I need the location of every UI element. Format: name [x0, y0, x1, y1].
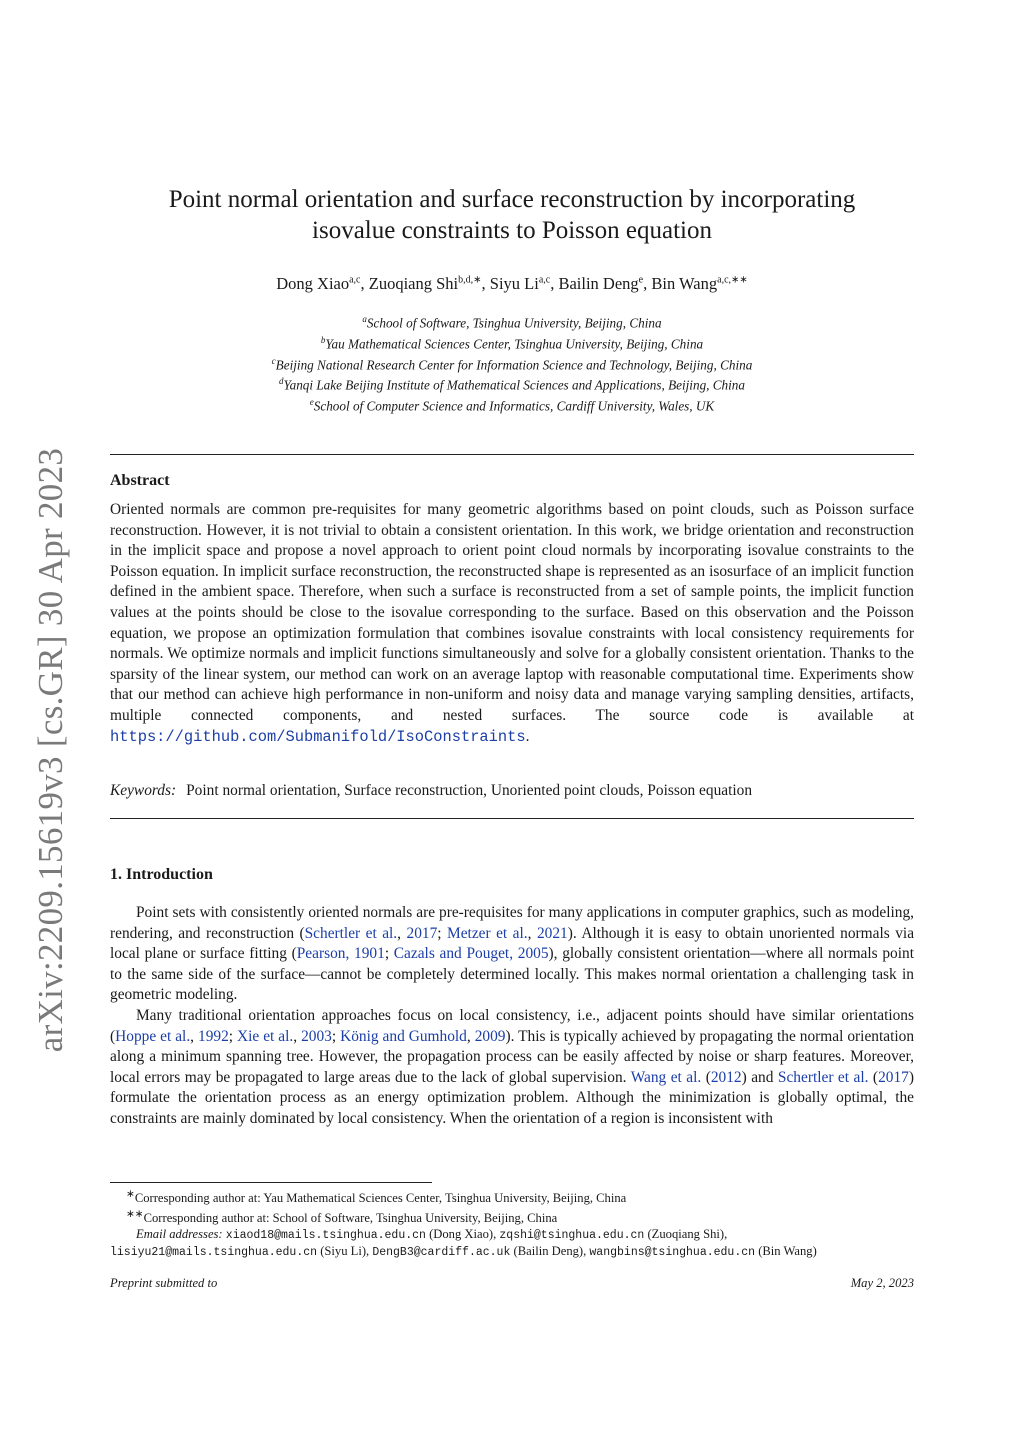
citation-link[interactable]: Schertler et al. — [777, 1068, 869, 1086]
keywords — [110, 782, 914, 800]
citation-link[interactable]: 2017 — [878, 1068, 909, 1086]
author-affil-marker: a,c — [538, 274, 551, 286]
paper-title — [110, 184, 914, 246]
body-text: , — [190, 1027, 198, 1045]
citation-link[interactable]: Hoppe et al. — [115, 1027, 191, 1045]
citation-link[interactable]: 1992 — [198, 1027, 229, 1045]
affiliation-list — [110, 311, 914, 415]
body-text: ) formulate the orientation process as an energy optimization problem. Although the minimization is globally optimal, the constraints are mainly dominated by local consistency. When the orientation of a region is inconsistent with — [110, 1068, 914, 1127]
footnotes — [110, 1187, 914, 1261]
intro-paragraph-1 — [110, 903, 914, 1006]
body-text: , — [397, 924, 407, 942]
citation-link[interactable]: 2012 — [710, 1068, 742, 1086]
citation-link[interactable]: Xie et al. — [237, 1027, 294, 1045]
abstract-top-rule — [110, 454, 914, 455]
body-text: ( — [868, 1068, 879, 1086]
citation-link[interactable]: Schertler et al. — [304, 924, 398, 942]
footer-date: May 2, 2023 — [850, 1276, 914, 1290]
keywords-text: Point normal orientation, Surface reconstruction, Unoriented point clouds, Poisson equation — [186, 782, 753, 799]
introduction-body — [110, 903, 914, 1130]
email-address[interactable]: wangbins@tsinghua.edu.cn — [589, 1245, 756, 1259]
footnote-corresponding-1: ∗Corresponding author at: Yau Mathematical Sciences Center, Tsinghua University, Beijing, China — [126, 1189, 627, 1206]
citation-link[interactable]: Metzer et al. — [447, 924, 528, 942]
author-affil-marker: e — [638, 274, 644, 286]
author — [276, 274, 360, 293]
author — [490, 274, 550, 293]
affiliation: $^d$Yanqi Lake Beijing Institute of Mathematical Sciences and Applications, Beijing, China — [278, 376, 745, 393]
body-text: ; — [228, 1027, 238, 1045]
citation-link[interactable]: König and Gumhold — [340, 1027, 467, 1045]
author-name: Bin Wang — [651, 274, 718, 293]
citation-link[interactable]: Pearson, 1901 — [296, 945, 385, 963]
author-affil-marker: b,d,∗ — [458, 274, 482, 286]
email-address[interactable]: DengB3@cardiff.ac.uk — [372, 1245, 511, 1259]
body-text: Many traditional orientation approaches focus on local consistency, i.e., adjacent points should have similar orientations ( — [110, 1006, 914, 1045]
email-label: Email addresses: — [136, 1226, 223, 1241]
abstract-body: Oriented normals are common pre-requisites for many geometric algorithms based on point clouds, such as Poisson surface reconstruction. However, it is not trivial to obtain a consistent orientation. In this work, we bridge orientation and reconstruction in the implicit space and propose a novel approach to orient point cloud normals by incorporating isovalue constraints to the Poisson equation. In implicit surface reconstruction, the reconstructed shape is represented as an isosurface of an implicit function defined in the ambient space. Therefore, when such a surface is reconstructed from a set of sample points, the implicit function values at the points should be close to the isovalue corresponding to the surface. Based on this observation and the Poisson equation, we propose an optimization formulation that combines isovalue constraints with local consistency requirements for normals. We optimize normals and implicit functions simultaneously and solve for a globally consistent orientation. Thanks to the sparsity of the linear system, our method can work on an average laptop with reasonable computational time. Experiments show that our method can achieve high performance in non-uniform and noisy data and manage varying sampling densities, artifacts, multiple connected components, and nested surfaces. The source code is available at https://github.com/Submanifold/IsoConstraints. — [110, 501, 914, 746]
body-text: , — [527, 924, 537, 942]
author-affil-marker: a,c — [349, 274, 361, 286]
body-text: ). Although it is easy to obtain unoriented normals via local plane or surface fitting ( — [110, 924, 915, 963]
footer-preprint: Preprint submitted to — [110, 1276, 218, 1290]
abstract-bottom-rule — [110, 818, 914, 819]
citation-link[interactable]: 2021 — [536, 924, 568, 942]
footnote-corresponding-2: ∗∗Corresponding author at: School of Software, Tsinghua University, Beijing, China — [126, 1208, 558, 1226]
citation-link[interactable]: 2017 — [406, 924, 438, 942]
author-list: Dong Xiao$^{a,c}$, Zuoqiang Shi$^{b,d,∗}$, Siyu Li$^{a,c}$, Bailin Deng$^e$, Bin Wang$^{a,c,∗∗}$ — [276, 274, 748, 293]
author-name: Bailin Deng — [558, 274, 639, 293]
author-affil-marker: a,c,∗∗ — [717, 274, 748, 286]
body-text: Point sets with consistently oriented normals are pre-requisites for many applications in computer graphics, such as modeling, rendering, and reconstruction ( — [110, 904, 914, 942]
author — [369, 274, 482, 293]
affiliation: $^b$Yau Mathematical Sciences Center, Tsinghua University, Beijing, China — [320, 334, 704, 352]
author — [651, 274, 747, 293]
citation-link[interactable]: 2003 — [301, 1027, 332, 1045]
title-line-1: Point normal orientation and surface reconstruction by incorporating — [168, 186, 856, 213]
citation-link[interactable]: 2009 — [474, 1027, 506, 1045]
author-name: Siyu Li — [489, 274, 539, 293]
footnote-rule — [110, 1182, 432, 1183]
keywords-label: Keywords: — [110, 782, 177, 799]
body-text: , — [293, 1027, 302, 1045]
abstract-text: Oriented normals are common pre-requisites for many geometric algorithms based on point clouds, such as Poisson surface reconstruction. However, it is not trivial to obtain a consistent orientation. In this work, we bridge orientation and reconstruction in the implicit space and propose a novel approach to orient point cloud normals by incorporating isovalue constraints to the Poisson equation. In implicit surface reconstruction, the reconstructed shape is represented as an isosurface of an implicit function defined in the ambient space. Therefore, when such a surface is reconstructed from a set of sample points, the implicit function values at the points should be close to the isovalue corresponding to the surface. Based on this observation and the Poisson equation, we propose an optimization formulation that combines isovalue constraints with local consistency requirements for normals. We optimize normals and implicit functions simultaneously and solve for a globally consistent orientation. Thanks to the sparsity of the linear system, our method can work on an average laptop with reasonable computational time. Experiments show that our method can achieve high performance in non-uniform and noisy data and manage varying sampling densities, artifacts, multiple connected components, and nested surfaces. The source code is available at — [110, 501, 914, 724]
author-name: Dong Xiao — [276, 274, 350, 293]
body-text: , — [466, 1027, 475, 1045]
title-line-2: isovalue constraints to Poisson equation — [312, 217, 712, 244]
page-footer — [110, 1276, 914, 1291]
section-heading-introduction: 1. Introduction — [110, 866, 213, 883]
body-text: ; — [437, 924, 448, 942]
email-address[interactable]: lisiyu21@mails.tsinghua.edu.cn — [110, 1245, 318, 1259]
abstract-heading: Abstract — [110, 472, 170, 489]
citation-link[interactable]: Cazals and Pouget, 2005 — [393, 945, 549, 963]
body-text: ) and — [741, 1068, 778, 1086]
arxiv-identifier: arXiv:2209.15619v3 [cs.GR] 30 Apr 2023 — [31, 447, 70, 1053]
author — [558, 274, 643, 293]
body-text: ( — [701, 1068, 711, 1086]
source-code-link[interactable]: https://github.com/Submanifold/IsoConstraints — [110, 727, 526, 746]
citation-link[interactable]: Wang et al. — [630, 1068, 702, 1086]
author-name: Zuoqiang Shi — [368, 274, 459, 293]
email-address[interactable]: xiaod18@mails.tsinghua.edu.cn — [225, 1228, 426, 1242]
footnote-emails: Email addresses: xiaod18@mails.tsinghua.edu.cn (Dong Xiao), zqshi@tsinghua.edu.cn (Zuoqiang Shi), lisiyu21@mails.tsinghua.edu.cn (Siyu Li), DengB3@cardiff.ac.uk (Bailin Deng), wangbins@tsinghua.edu.cn (Bin Wang) — [110, 1226, 817, 1259]
body-text: ), globally consistent orientation—where all normals point to the same side of the surface—cannot be completely determined locally. This makes normal orientation a challenging task in geometric modeling. — [110, 945, 914, 1004]
affiliation: $^a$School of Software, Tsinghua University, Beijing, China — [362, 314, 662, 331]
intro-paragraph-2 — [110, 1006, 914, 1130]
affiliation: $^e$School of Computer Science and Informatics, Cardiff University, Wales, UK — [309, 397, 715, 414]
email-address[interactable]: zqshi@tsinghua.edu.cn — [499, 1228, 645, 1242]
body-text: ; — [331, 1027, 341, 1045]
affiliation: $^c$Beijing National Research Center for Information Science and Technology, Beijing, China — [271, 355, 753, 372]
body-text: ). This is typically achieved by propagating the normal orientation along a minimum spanning tree. However, the propagation process can be easily affected by noise or sharp features. Moreover, local errors may be propagated to large areas due to the lack of global supervision. — [110, 1027, 915, 1086]
arxiv-sidebar-stamp — [30, 447, 72, 1053]
body-text: ; — [384, 945, 394, 963]
